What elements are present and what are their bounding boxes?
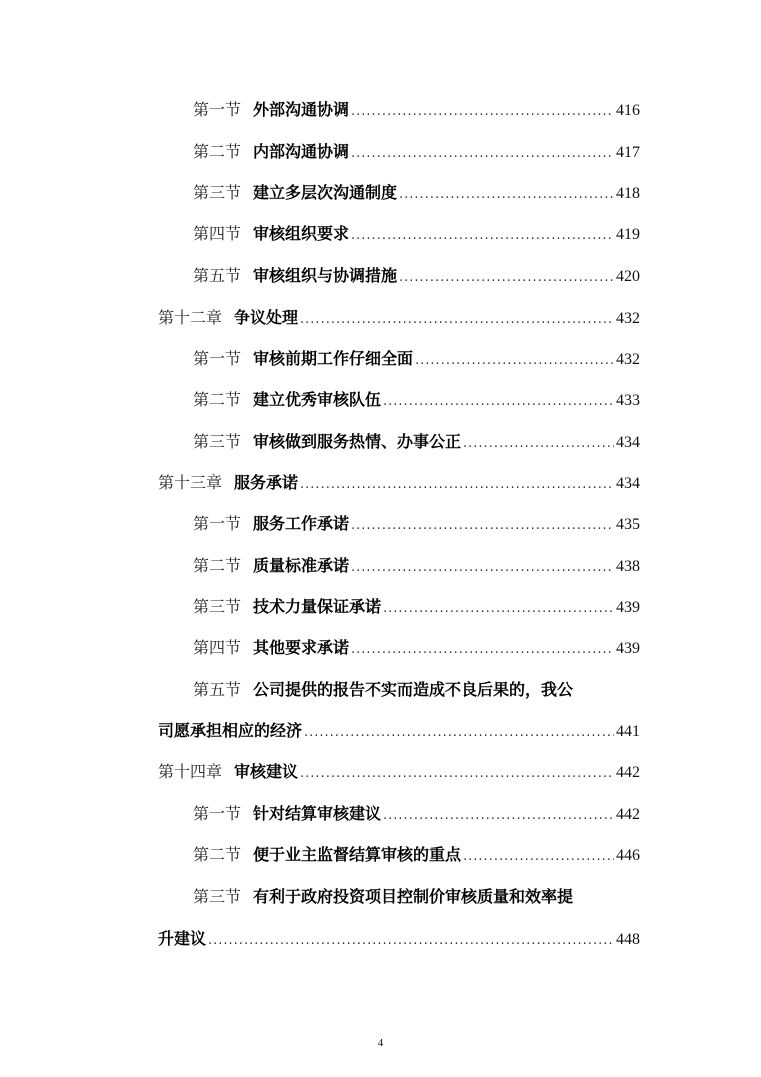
toc-title: 审核组织与协调措施: [253, 266, 398, 285]
toc-title: 建立多层次沟通制度: [253, 183, 398, 202]
toc-page-number: 432: [616, 351, 640, 368]
toc-label: 第十二章: [158, 308, 223, 327]
toc-page-number: 439: [616, 599, 640, 616]
toc-entry-continuation[interactable]: [158, 717, 640, 745]
toc-label: 第十三章: [158, 473, 223, 492]
toc-page-number: 435: [616, 516, 640, 533]
toc-label: 第二节: [193, 390, 242, 409]
toc-entry-first-line[interactable]: [193, 676, 640, 704]
toc-title: 审核组织要求: [253, 224, 350, 243]
toc-label: 第一节: [193, 514, 242, 533]
toc-label: 第一节: [193, 804, 242, 823]
dot-leader: [351, 512, 614, 540]
toc-page-number: 432: [616, 310, 640, 327]
dot-leader: [300, 471, 614, 499]
toc-title: 其他要求承诺: [253, 638, 350, 657]
toc-title: 质量标准承诺: [253, 556, 350, 575]
toc-label: 第四节: [193, 224, 242, 243]
dot-leader: [351, 554, 614, 582]
toc-entry[interactable]: [193, 593, 640, 621]
toc-title: 审核前期工作仔细全面: [253, 349, 414, 368]
toc-title: 公司提供的报告不实而造成不良后果的，我公: [253, 680, 574, 699]
toc-title-continuation: 司愿承担相应的经济: [158, 721, 303, 740]
toc-page-number: 416: [616, 102, 640, 119]
toc-title: 审核做到服务热情、办事公正: [253, 432, 462, 451]
toc-label: 第二节: [193, 556, 242, 575]
toc-page-number: 441: [616, 723, 640, 740]
toc-entry[interactable]: [193, 428, 640, 456]
toc-label: 第三节: [193, 432, 242, 451]
toc-page-number: 439: [616, 640, 640, 657]
dot-leader: [300, 760, 614, 788]
toc-entry-continuation[interactable]: [158, 925, 640, 953]
toc-page-number: 442: [616, 806, 640, 823]
toc-title: 服务工作承诺: [253, 514, 350, 533]
toc-label: 第一节: [193, 100, 242, 119]
dot-leader: [463, 430, 614, 458]
toc-entry[interactable]: [193, 138, 640, 166]
toc-title: 有利于政府投资项目控制价审核质量和效率提: [253, 887, 574, 906]
dot-leader: [399, 181, 614, 209]
toc-entry[interactable]: [193, 220, 640, 248]
dot-leader: [351, 98, 614, 126]
toc-label: 第五节: [193, 266, 242, 285]
dot-leader: [383, 595, 614, 623]
dot-leader: [399, 264, 614, 292]
toc-label: 第三节: [193, 887, 242, 906]
toc-title: 争议处理: [234, 308, 299, 327]
dot-leader: [351, 636, 614, 664]
toc-page-number: 448: [616, 931, 640, 948]
toc-entry[interactable]: [193, 262, 640, 290]
toc-page-number: 434: [616, 434, 640, 451]
toc-title: 针对结算审核建议: [253, 804, 382, 823]
toc-page-number: 438: [616, 558, 640, 575]
dot-leader: [415, 347, 614, 375]
toc-entry[interactable]: [193, 841, 640, 869]
dot-leader: [463, 843, 614, 871]
dot-leader: [304, 719, 614, 747]
toc-page-number: 446: [616, 847, 640, 864]
toc-title-continuation: 升建议: [158, 929, 207, 948]
dot-leader: [383, 388, 614, 416]
page-number: 4: [377, 1037, 384, 1049]
toc-entry[interactable]: [193, 634, 640, 662]
toc-label: 第四节: [193, 638, 242, 657]
toc-entry[interactable]: [193, 386, 640, 414]
toc-label: 第十四章: [158, 762, 223, 781]
dot-leader: [300, 306, 614, 334]
toc-page-number: 434: [616, 475, 640, 492]
dot-leader: [208, 927, 614, 955]
toc-label: 第一节: [193, 349, 242, 368]
toc-label: 第二节: [193, 845, 242, 864]
toc-entry[interactable]: [193, 510, 640, 538]
toc-title: 便于业主监督结算审核的重点: [253, 845, 462, 864]
toc-entry[interactable]: [193, 800, 640, 828]
toc-chapter-entry[interactable]: [158, 469, 640, 497]
toc-label: 第三节: [193, 597, 242, 616]
toc-title: 外部沟通协调: [253, 100, 350, 119]
toc-label: 第三节: [193, 183, 242, 202]
toc-page-number: 418: [616, 185, 640, 202]
toc-title: 服务承诺: [234, 473, 299, 492]
toc-entry-first-line[interactable]: [193, 883, 640, 911]
dot-leader: [351, 222, 614, 250]
toc-label: 第五节: [193, 680, 242, 699]
toc-chapter-entry[interactable]: [158, 758, 640, 786]
toc-label: 第二节: [193, 142, 242, 161]
dot-leader: [383, 802, 614, 830]
toc-entry[interactable]: [193, 179, 640, 207]
toc-page-number: 420: [616, 268, 640, 285]
toc-page-number: 417: [616, 144, 640, 161]
toc-entry[interactable]: [193, 96, 640, 124]
toc-entry[interactable]: [193, 552, 640, 580]
toc-title: 审核建议: [234, 762, 299, 781]
toc-entry[interactable]: [193, 345, 640, 373]
dot-leader: [351, 140, 614, 168]
toc-title: 内部沟通协调: [253, 142, 350, 161]
toc-title: 技术力量保证承诺: [253, 597, 382, 616]
toc-page-number: 433: [616, 392, 640, 409]
toc-title: 建立优秀审核队伍: [253, 390, 382, 409]
toc-page-number: 442: [616, 764, 640, 781]
toc-chapter-entry[interactable]: [158, 304, 640, 332]
toc-page-number: 419: [616, 226, 640, 243]
